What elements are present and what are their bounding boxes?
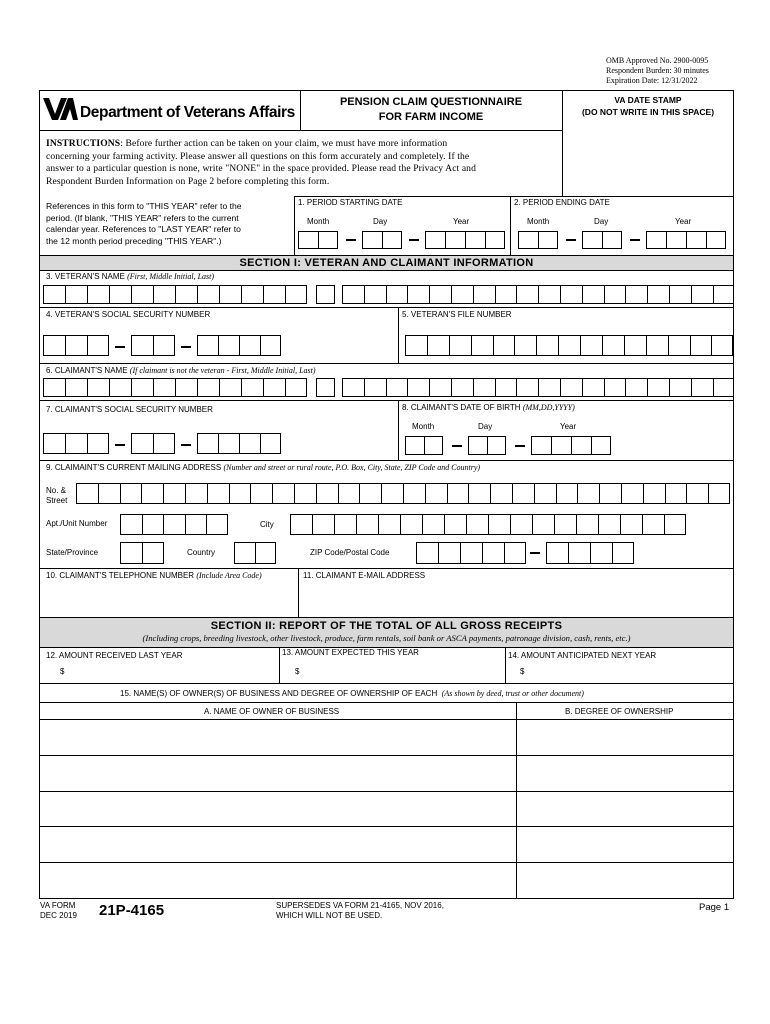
instructions-line1: : Before further action can be taken on your claim, we must have more information	[120, 138, 448, 149]
dob-day-label: Day	[478, 422, 493, 431]
omb-number: OMB Approved No. 2900-0095	[606, 56, 709, 65]
q15-label: 15. NAME(S) OF OWNER(S) OF BUSINESS AND DEGREE OF OWNERSHIP OF EACH (As shown by deed, trust or other document)	[120, 689, 584, 698]
amount-this-year-input[interactable]	[303, 662, 503, 680]
veteran-middle-initial-input[interactable]	[316, 285, 335, 304]
ownership-row-5-input[interactable]	[517, 863, 733, 898]
dob-year-input[interactable]	[531, 436, 611, 455]
q10-label: 10. CLAIMANT'S TELEPHONE NUMBER (Include Area Code)	[46, 571, 262, 580]
section2-header	[40, 617, 733, 648]
instructions-lead: INSTRUCTIONS	[46, 138, 121, 149]
page-number: Page 1	[699, 902, 730, 913]
amount-next-year-input[interactable]	[528, 662, 732, 680]
ownership-row-3-input[interactable]	[517, 792, 733, 825]
form-title	[300, 95, 562, 125]
city-label: City	[260, 520, 274, 529]
period-start-month-input[interactable]	[298, 231, 338, 249]
references-line4: the 12 month period preceding "THIS YEAR".)	[46, 235, 222, 246]
stamp-note: (DO NOT WRITE IN THIS SPACE)	[581, 107, 715, 117]
period-end-day-label: Day	[594, 217, 609, 226]
dob-year-label: Year	[560, 422, 577, 431]
city-input[interactable]	[290, 514, 686, 535]
zip-ext-input[interactable]	[546, 542, 634, 564]
q11-label: 11. CLAIMANT E-MAIL ADDRESS	[303, 571, 426, 580]
section2-title: SECTION II: REPORT OF THE TOTAL OF ALL GROSS RECEIPTS	[210, 620, 563, 632]
amount-last-year-input[interactable]	[68, 662, 278, 680]
footer-supersedes	[276, 901, 444, 921]
ownership-row-1-input[interactable]	[517, 720, 733, 754]
q14-label: 14. AMOUNT ANTICIPATED NEXT YEAR	[508, 651, 657, 660]
claimant-ssn-part3-input[interactable]	[197, 433, 281, 454]
dob-month-input[interactable]	[405, 436, 443, 455]
period-start-day-input[interactable]	[362, 231, 402, 249]
veteran-ssn-part1-input[interactable]	[43, 335, 109, 356]
footer-form-number: 21P-4165	[99, 902, 165, 919]
q12-dollar: $	[60, 667, 65, 676]
claimant-first-name-input[interactable]	[43, 378, 307, 397]
va-logo-icon	[42, 94, 78, 122]
footer-va-form-label: VA FORM	[40, 901, 76, 910]
claimant-ssn-part1-input[interactable]	[43, 433, 109, 454]
street-label: No. & Street	[46, 486, 68, 505]
q5-label: 5. VETERAN'S FILE NUMBER	[402, 310, 512, 319]
q13-dollar: $	[295, 667, 300, 676]
state-input[interactable]	[120, 542, 164, 564]
owner-name-row-4-input[interactable]	[40, 827, 515, 861]
zip-first-input[interactable]	[416, 542, 526, 564]
agency-name: Department of Veterans Affairs	[80, 104, 295, 121]
period-start-day-label: Day	[373, 217, 388, 226]
va-logo	[42, 94, 78, 122]
instructions-line4: Respondent Burden Information on Page 2 before completing this form.	[46, 175, 330, 187]
va-date-stamp	[562, 94, 734, 118]
street-input[interactable]	[76, 483, 730, 504]
q3-label: 3. VETERAN'S NAME (First, Middle Initial, Last)	[46, 272, 215, 281]
owner-name-row-5-input[interactable]	[40, 863, 515, 898]
instructions	[46, 138, 558, 188]
q12-label: 12. AMOUNT RECEIVED LAST YEAR	[46, 651, 183, 660]
references-line2: period. (If blank, "THIS YEAR" refers to the current	[46, 212, 239, 223]
instructions-line2: concerning your farming activity. Please answer all questions on this form accurately and completely. If the	[46, 150, 470, 162]
footer-supersedes-line1: SUPERSEDES VA FORM 21-4165, NOV 2016,	[276, 901, 444, 910]
q8-label: 8. CLAIMANT'S DATE OF BIRTH (MM,DD,YYYY)	[402, 403, 575, 412]
q13-label: 13. AMOUNT EXPECTED THIS YEAR	[282, 648, 419, 657]
owner-name-column-header: A. NAME OF OWNER OF BUSINESS	[204, 707, 340, 716]
references-note	[46, 201, 242, 247]
q14-dollar: $	[520, 667, 525, 676]
period-start-year-input[interactable]	[425, 231, 505, 249]
q9-label: 9. CLAIMAINT'S CURRENT MAILING ADDRESS (Number and street or rural route, P.O. Box, City, State, ZIP Code and Country)	[46, 463, 481, 472]
section2-subtitle: (Including crops, breeding livestock, other livestock, produce, farm rentals, soil bank or ASCA payments, patronage division, cash, rents, etc.)	[142, 633, 631, 643]
omb-info	[606, 56, 709, 86]
footer-supersedes-line2: WHICH WILL NOT BE USED.	[276, 911, 383, 920]
stamp-title: VA DATE STAMP	[614, 95, 682, 105]
period-start-year-label: Year	[453, 217, 470, 226]
q7-label: 7. CLAIMANT'S SOCIAL SECURITY NUMBER	[46, 405, 213, 414]
period-end-year-input[interactable]	[646, 231, 726, 249]
veteran-last-name-input[interactable]	[342, 285, 734, 304]
period-start-month-label: Month	[307, 217, 330, 226]
ownership-row-4-input[interactable]	[517, 827, 733, 861]
owner-name-row-2-input[interactable]	[40, 756, 515, 790]
footer-va-form	[40, 901, 77, 921]
veteran-ssn-part3-input[interactable]	[197, 335, 281, 356]
veteran-file-number-input[interactable]	[405, 335, 733, 356]
period-start-label: 1. PERIOD STARTING DATE	[298, 198, 403, 207]
footer-form-date: DEC 2019	[40, 911, 77, 920]
form-title-line2: FOR FARM INCOME	[378, 111, 484, 123]
dob-month-label: Month	[412, 422, 435, 431]
period-end-month-input[interactable]	[518, 231, 558, 249]
instructions-line3: answer to a particular question is none, write "NONE" in the space provided. Please read the Privacy Act and	[46, 163, 476, 175]
respondent-burden: Respondent Burden: 30 minutes	[606, 66, 709, 75]
claimant-middle-initial-input[interactable]	[316, 378, 335, 397]
expiration-date: Expiration Date: 12/31/2022	[606, 76, 698, 85]
claimant-ssn-part2-input[interactable]	[131, 433, 175, 454]
veteran-ssn-part2-input[interactable]	[131, 335, 175, 356]
state-label: State/Province	[46, 548, 99, 557]
period-end-label: 2. PERIOD ENDING DATE	[514, 198, 610, 207]
apt-label: Apt./Unit Number	[46, 519, 108, 528]
period-end-year-label: Year	[675, 217, 692, 226]
q4-label: 4. VETERAN'S SOCIAL SECURITY NUMBER	[46, 310, 211, 319]
claimant-email-input[interactable]	[299, 582, 733, 616]
dob-day-input[interactable]	[468, 436, 506, 455]
veteran-first-name-input[interactable]	[43, 285, 307, 304]
apt-input[interactable]	[120, 514, 228, 535]
zip-label: ZIP Code/Postal Code	[310, 548, 390, 557]
q6-label: 6. CLAIMANT'S NAME (If claimant is not the veteran - First, Middle Initial, Last)	[46, 366, 316, 375]
country-label: Country	[187, 548, 216, 557]
ownership-row-2-input[interactable]	[517, 756, 733, 790]
owner-name-row-3-input[interactable]	[40, 792, 515, 825]
country-input[interactable]	[234, 542, 276, 564]
claimant-phone-input[interactable]	[40, 582, 298, 616]
period-end-month-label: Month	[527, 217, 550, 226]
references-line1: References in this form to "THIS YEAR" refer to the	[46, 201, 242, 211]
period-end-day-input[interactable]	[582, 231, 622, 249]
owner-name-row-1-input[interactable]	[40, 720, 515, 754]
claimant-last-name-input[interactable]	[342, 378, 734, 397]
references-line3: calendar year. References to "LAST YEAR" refer to	[46, 224, 241, 234]
form-title-line1: PENSION CLAIM QUESTIONNAIRE	[339, 96, 523, 108]
section1-header: SECTION I: VETERAN AND CLAIMANT INFORMATION	[40, 255, 733, 271]
ownership-degree-column-header: B. DEGREE OF OWNERSHIP	[565, 707, 674, 716]
